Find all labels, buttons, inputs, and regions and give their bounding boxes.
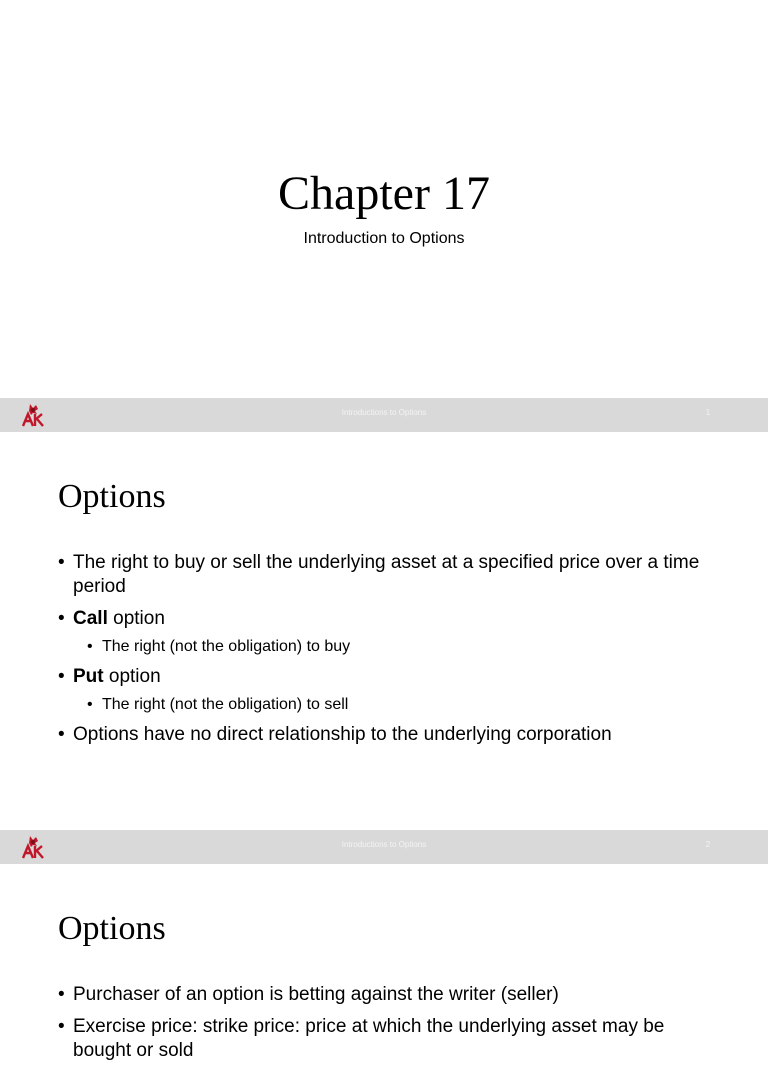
- footer-text: Introductions to Options: [341, 408, 427, 417]
- sub-bullet-item: • The right (not the obligation) to buy: [58, 637, 708, 657]
- slide-heading: Options: [58, 910, 166, 947]
- slide-subtitle: Introduction to Options: [303, 230, 465, 247]
- footer-text: Introductions to Options: [341, 840, 427, 849]
- slide-1: [0, 0, 768, 398]
- slide-heading: Options: [58, 478, 166, 515]
- bullet-item: • Purchaser of an option is betting against the writer (seller): [58, 983, 708, 1007]
- slide-2: [0, 432, 768, 830]
- bullet-item: • Options have no direct relationship to the underlying corporation: [58, 723, 708, 747]
- sub-bullet-item: • The right (not the obligation) to sell: [58, 695, 708, 715]
- bullet-item: • The right to buy or sell the underlying asset at a specified price over a time period: [58, 551, 708, 599]
- bullet-item: • Exercise price: strike price: price at which the underlying asset may be bought or sold: [58, 1015, 708, 1063]
- slide-footer-2: [0, 830, 768, 864]
- page-number: 1: [705, 408, 711, 417]
- slide-footer-1: [0, 398, 768, 432]
- page-number: 2: [705, 840, 711, 849]
- bullet-list: [58, 983, 708, 1071]
- slide-3: [0, 864, 768, 1061]
- bullet-item: • Put option: [58, 665, 708, 689]
- bullet-item: • Call option: [58, 607, 708, 631]
- bullet-list: [58, 551, 708, 755]
- slide-title: Chapter 17: [278, 167, 490, 220]
